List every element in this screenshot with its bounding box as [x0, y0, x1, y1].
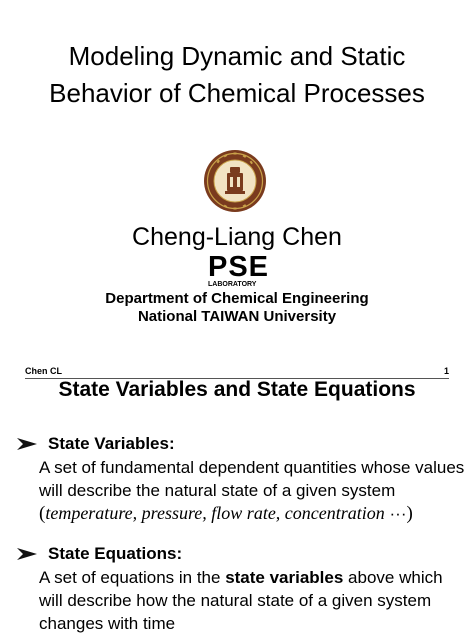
- open-paren: (: [39, 503, 46, 524]
- author-name: Cheng-Liang Chen: [132, 223, 342, 251]
- bullet-state-variables: [16, 434, 175, 454]
- affiliation: [0, 290, 474, 326]
- page-number: 1: [443, 366, 449, 376]
- header-author: Chen CL: [25, 366, 62, 376]
- arrow-bullet-icon: [16, 436, 38, 452]
- content-slide: [0, 360, 474, 632]
- department-name: Department of Chemical Engineering: [105, 290, 369, 307]
- body-line: will describe the natural state of a given system: [39, 481, 396, 500]
- slide-title: [0, 38, 474, 112]
- bullet-state-equations: [16, 544, 182, 564]
- slide-title-line-2: Behavior of Chemical Processes: [49, 78, 425, 108]
- close-paren: ): [406, 503, 413, 524]
- lab-logo-subtitle: LABORATORY: [208, 281, 257, 288]
- arrow-bullet-icon: [16, 546, 38, 562]
- bullet-body-state-equations: [39, 566, 464, 635]
- body-line-math: [39, 502, 464, 525]
- emphasis-text: state variables: [225, 568, 344, 587]
- body-line: will describe how the natural state of a given system: [39, 591, 432, 610]
- body-text: above which: [343, 568, 443, 587]
- body-line: [39, 566, 464, 589]
- body-line: A set of fundamental dependent quantities whose values: [39, 458, 465, 477]
- lab-logo-text: PSE: [208, 251, 270, 283]
- bullet-body-state-variables: [39, 456, 464, 525]
- university-name: National TAIWAN University: [137, 308, 337, 325]
- ellipsis: ···: [384, 504, 407, 523]
- examples-list: temperature, pressure, flow rate, concentration: [45, 503, 385, 523]
- content-slide-title: State Variables and State Equations: [58, 378, 416, 401]
- body-text: A set of equations in the: [39, 568, 226, 587]
- university-seal-icon: [203, 149, 267, 213]
- slide-title-line-1: Modeling Dynamic and Static: [68, 41, 406, 71]
- bullet-heading: State Equations:: [48, 544, 183, 563]
- bullet-heading: State Variables:: [48, 434, 175, 453]
- body-line: changes with time: [39, 614, 176, 633]
- slide-header: [25, 366, 449, 376]
